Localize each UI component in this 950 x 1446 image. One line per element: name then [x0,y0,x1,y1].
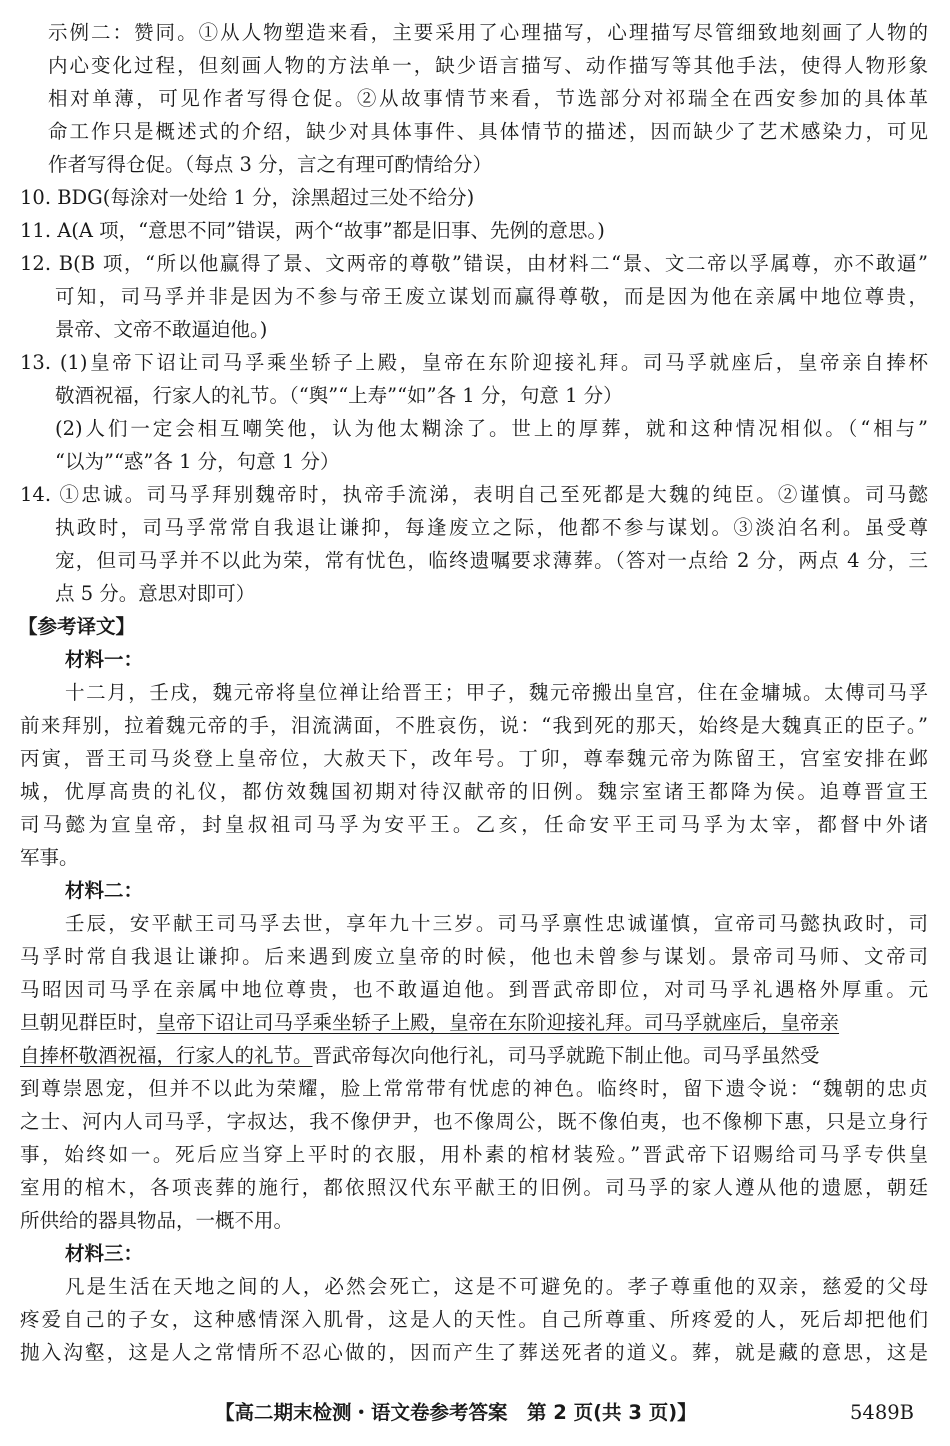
answer-q14-line-4: 点 5 分。意思对即可） [55,582,256,605]
example2-line-5: 作者写得仓促。（每点 3 分，言之有理可酌情给分） [48,153,493,176]
translation-heading: 【参考译文】 [18,615,136,638]
material1-title: 材料一： [65,648,144,671]
material3-line-1: 凡是生活在天地之间的人，必然会死亡，这是不可避免的。孝子尊重他的双亲，慈爱的父母 [65,1275,928,1298]
material2-line-2: 马孚时常自我退让谦抑。后来遇到废立皇帝的时候，他也未曾参与谋划。景帝司马师、文帝司 [20,945,928,968]
material2-line-3: 马昭因司马孚在亲属中地位尊贵，也不敢逼迫他。到晋武帝即位，对司马孚礼遇格外厚重。元 [20,978,928,1001]
material2-underlined-sentence-part-2: 自捧杯敬酒祝福，行家人的礼节。 [20,1044,313,1067]
page-footer-code: 5489B [850,1401,914,1424]
material2-line-8: 事，始终如一。死后应当穿上平时的衣服，用朴素的棺材装殓。”晋武帝下诏赐给司马孚专供皇 [20,1143,928,1166]
example2-line-2: 内心变化过程，但刻画人物的方法单一，缺少语言描写、动作描写等其他手法，使得人物形象 [48,54,928,77]
example2-line-3: 相对单薄，可见作者写得仓促。②从故事情节来看，节选部分对祁瑞全在西安参加的具体革 [48,87,928,110]
material2-underlined-sentence-part-1: 皇帝下诏让司马孚乘坐轿子上殿，皇帝在东阶迎接礼拜。司马孚就座后，皇帝亲 [156,1011,840,1034]
material2-line-4 [20,1008,839,1038]
answer-q12-line-3: 景帝、文帝不敢逼迫他。) [55,318,268,341]
material2-line-5 [20,1041,820,1071]
material2-line-7: 之士、河内人司马孚，字叔达，我不像伊尹，也不像周公，既不像伯夷，也不像柳下惠，只是立身行 [20,1110,928,1133]
material2-line-6: 到尊崇恩宠，但并不以此为荣耀，脸上常常带有忧虑的神色。临终时，留下遗令说：“魏朝的忠贞 [20,1077,928,1100]
material1-line-2: 前来拜别，拉着魏元帝的手，泪流满面，不胜哀伤，说：“我到死的那天，始终是大魏真正的臣子。” [20,714,928,737]
answer-q13-line-1: 13. (1)皇帝下诏让司马孚乘坐轿子上殿，皇帝在东阶迎接礼拜。司马孚就座后，皇帝亲自捧杯 [20,351,928,374]
material3-title: 材料三： [65,1242,144,1265]
answer-q14-line-1: 14. ①忠诚。司马孚拜别魏帝时，执帝手流涕，表明自己至死都是大魏的纯臣。②谨慎。司马懿 [20,483,928,506]
example2-line-4: 命工作只是概述式的介绍，缺少对具体事件、具体情节的描述，因而缺少了艺术感染力，可见 [48,120,928,143]
answer-q12-line-2: 可知，司马孚并非是因为不参与帝王废立谋划而赢得尊敬，而是因为他在亲属中地位尊贵， [55,285,928,308]
answer-q14-line-3: 宠，但司马孚并不以此为荣，常有忧色，临终遗嘱要求薄葬。（答对一点给 2 分，两点 4 分，三 [55,549,928,572]
material2-line-10: 所供给的器具物品，一概不用。 [20,1209,294,1232]
material2-line-9: 室用的棺木，各项丧葬的施行，都依照汉代东平献王的旧例。司马孚的家人遵从他的遗愿，朝廷 [20,1176,928,1199]
answer-q13-line-3: (2)人们一定会相互嘲笑他，认为他太糊涂了。世上的厚葬，就和这种情况相似。（“相与” [55,417,928,440]
answer-q14-line-2: 执政时，司马孚常常自我退让谦抑，每逢废立之际，他都不参与谋划。③淡泊名利。虽受尊 [55,516,928,539]
material1-line-3: 丙寅，晋王司马炎登上皇帝位，大赦天下，改年号。丁卯，尊奉魏元帝为陈留王，宫室安排在邺 [20,747,928,770]
material2-line-5-rest: 晋武帝每次向他行礼，司马孚就跪下制止他。司马孚虽然受 [312,1044,820,1067]
material1-line-1: 十二月，壬戌，魏元帝将皇位禅让给晋王；甲子，魏元帝搬出皇宫，住在金墉城。太傅司马孚 [65,681,928,704]
material2-title: 材料二： [65,879,144,902]
page-footer-title: 【高二期末检测・语文卷参考答案 第 2 页(共 3 页)】 [215,1401,697,1424]
example2-line-1: 示例二：赞同。①从人物塑造来看，主要采用了心理描写，心理描写尽管细致地刻画了人物的 [48,21,928,44]
answer-q10: 10. BDG(每涂对一处给 1 分，涂黑超过三处不给分) [20,186,475,209]
material3-line-2: 疼爱自己的子女，这种感情深入肌骨，这是人的天性。自己所尊重、所疼爱的人，死后却把他们 [20,1308,928,1331]
material2-line-4-lead: 旦朝见群臣时， [20,1011,157,1034]
answer-q12-line-1: 12. B(B 项，“所以他赢得了景、文两帝的尊敬”错误，由材料二“景、文二帝以孚属尊，亦不敢逼” [20,252,928,275]
material2-line-1: 壬辰，安平献王司马孚去世，享年九十三岁。司马孚禀性忠诚谨慎，宣帝司马懿执政时，司 [65,912,928,935]
answer-q13-line-4: “以为”“惑”各 1 分，句意 1 分） [55,450,340,473]
material3-line-3: 抛入沟壑，这是人之常情所不忍心做的，因而产生了葬送死者的道义。葬，就是藏的意思，这是 [20,1341,928,1364]
material1-line-5: 司马懿为宣皇帝，封皇叔祖司马孚为安平王。乙亥，任命安平王司马孚为太宰，都督中外诸 [20,813,928,836]
answer-q11: 11. A(A 项，“意思不同”错误，两个“故事”都是旧事、先例的意思。) [20,219,605,242]
answer-q13-line-2: 敬酒祝福，行家人的礼节。（“舆”“上寿”“如”各 1 分，句意 1 分） [55,384,623,407]
material1-line-6: 军事。 [20,846,79,869]
material1-line-4: 城，优厚高贵的礼仪，都仿效魏国初期对待汉献帝的旧例。魏宗室诸王都降为侯。追尊晋宣王 [20,780,928,803]
